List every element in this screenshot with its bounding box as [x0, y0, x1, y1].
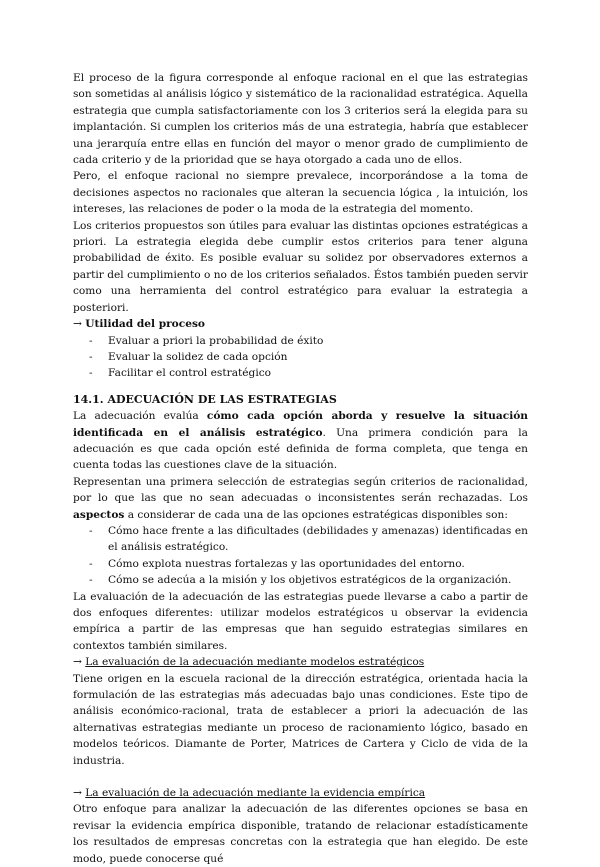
utility-list	[73, 333, 528, 382]
spacer	[73, 769, 528, 785]
intro-paragraph-1: El proceso de la figura corresponde al enfoque racional en el que las estrategias son sometidas al análisis lógico y sistemático de la racionalidad estratégica. Aquella estrategia que cumpla satisfactoriamente con los 3 criterios será la elegida para su implantación. Si cumplen los criterios más de una estrategia, habría que establecer una jerarquía entre ellas en función del mayor o menor grado de cumplimiento de cada criterio y de la prioridad que se haya otorgado a cada uno de ellos.	[73, 72, 528, 167]
list-item: - Facilitar el control estratégico	[73, 365, 528, 381]
intro-paragraph-3: Los criterios propuestos son útiles para evaluar las distintas opciones estratégicas a priori. La estrategia elegida debe cumplir estos criterios para tener alguna probabilidad de éxito. Es posible evaluar su solidez por observadores externos a partir del cumplimiento o no de los criterios señalados. Éstos también pueden servir como una herramienta del control estratégico para evaluar la estrategia a posteriori.	[73, 219, 528, 314]
document-page	[73, 70, 528, 867]
section-paragraph-3: La evaluación de la adecuación de las estrategias puede llevarse a cabo a partir de dos enfoques diferentes: utilizar modelos estratégicos u observar la evidencia empírica a partir de las empresas que han seguido estrategias similares en contextos también similares.	[73, 590, 528, 652]
section-title: 14.1. ADECUACIÓN DE LAS ESTRATEGIAS	[73, 392, 337, 406]
subsection-1-heading	[73, 654, 528, 670]
arrow-icon: →	[73, 656, 82, 669]
subsection-2-text: Otro enfoque para analizar la adecuación de las diferentes opciones se basa en revisar la evidencia empírica disponible, tratando de relacionar estadísticamente los resultados de empresas concretas con la estrategia que han elegido. De este modo, puede conocerse qué	[73, 803, 528, 865]
intro-paragraph-2: Pero, el enfoque racional no siempre prevalece, incorporándose a la toma de decisiones aspectos no racionales que alteran la secuencia lógica , la intuición, los intereses, las relaciones de poder o la moda de la estrategia del momento.	[73, 170, 528, 216]
section-paragraph-1: La adecuación evalúa cómo cada opción aborda y resuelve la situación identificada en el análisis estratégico. Una primera condición para la adecuación es que cada opción esté definida de forma completa, que tenga en cuenta todas las cuestiones clave de la situación.	[73, 410, 528, 472]
list-item: - Cómo hace frente a las dificultades (debilidades y amenazas) identificadas en el análisis estratégico.	[73, 523, 528, 556]
subsection-1-title: La evaluación de la adecuación mediante modelos estratégicos	[85, 656, 425, 669]
subsection-2-heading	[73, 785, 528, 801]
list-item: - Evaluar la solidez de cada opción	[73, 349, 528, 365]
utility-title: Utilidad del proceso	[85, 318, 205, 331]
list-item: - Cómo se adecúa a la misión y los objetivos estratégicos de la organización.	[73, 572, 528, 588]
list-item: - Evaluar a priori la probabilidad de éxito	[73, 333, 528, 349]
arrow-icon: →	[73, 318, 82, 331]
subsection-2-title: La evaluación de la adecuación mediante la evidencia empírica	[85, 787, 426, 800]
section-paragraph-2: Representan una primera selección de estrategias según criterios de racionalidad, por lo que las que no sean adecuadas o inconsistentes serán rechazadas. Los aspectos a considerar de cada una de las opciones estratégicas disponibles son:	[73, 475, 528, 521]
list-item: - Cómo explota nuestras fortalezas y las oportunidades del entorno.	[73, 556, 528, 572]
subsection-1-text: Tiene origen en la escuela racional de la dirección estratégica, orientada hacia la formulación de las estrategias más adecuadas bajo unas condiciones. Este tipo de análisis económico-racional, trata de establecer a priori la adecuación de las alternativas estrategias mediante un proceso de racionamiento lógico, basado en modelos teóricos. Diamante de Porter, Matrices de Cartera y Ciclo de vida de la industria.	[73, 672, 528, 767]
utility-heading	[73, 316, 528, 332]
arrow-icon: →	[73, 787, 82, 800]
aspects-list	[73, 523, 528, 589]
